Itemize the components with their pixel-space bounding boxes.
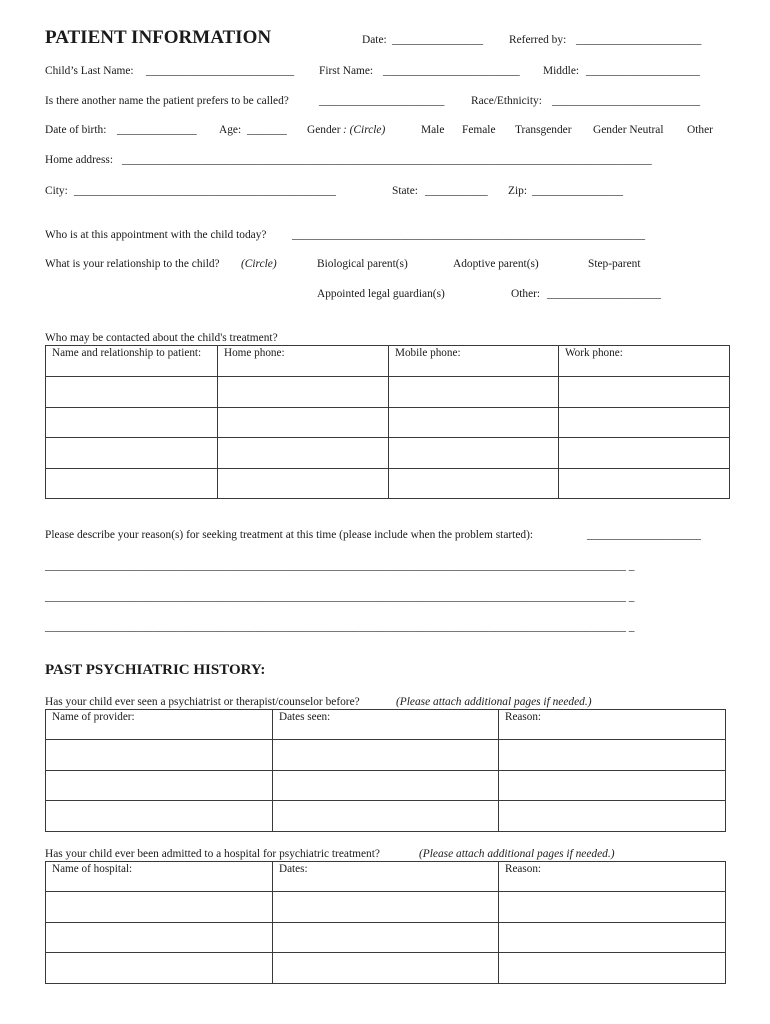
provider-reason-cell[interactable] (499, 801, 726, 832)
state-field[interactable]: ___________ (425, 185, 488, 197)
city-label: City: (45, 185, 68, 197)
hospital-name-cell[interactable] (46, 953, 273, 984)
relationship-option-biological[interactable]: Biological parent(s) (317, 258, 408, 270)
reason-question: Please describe your reason(s) for seeking treatment at this time (please include when the problem started): (45, 529, 534, 541)
relationship-option-step[interactable]: Step-parent (588, 258, 641, 270)
hospital-header-reason: Reason: (499, 862, 726, 892)
contacts-header-name: Name and relationship to patient: (46, 346, 218, 377)
table-row (46, 740, 726, 771)
zip-label: Zip: (508, 185, 527, 197)
providers-note: (Please attach additional pages if needed.) (396, 696, 592, 708)
table-row (46, 377, 730, 408)
contact-name-cell[interactable] (46, 438, 218, 469)
hospital-name-cell[interactable] (46, 892, 273, 923)
hospital-header-dates: Dates: (273, 862, 499, 892)
contact-mobile-cell[interactable] (389, 408, 559, 438)
past-history-heading: PAST PSYCHIATRIC HISTORY: (45, 662, 266, 678)
provider-dates-cell[interactable] (273, 771, 499, 801)
providers-table (45, 709, 726, 832)
contact-mobile-cell[interactable] (389, 469, 559, 499)
relationship-option-guardian[interactable]: Appointed legal guardian(s) (317, 288, 445, 300)
reason-line[interactable]: ______________________________________________________________________________________________________ _ (45, 591, 635, 603)
gender-circle-note: : (Circle) (343, 124, 386, 136)
contact-name-cell[interactable] (46, 469, 218, 499)
age-field[interactable]: _______ (247, 124, 287, 136)
provider-dates-cell[interactable] (273, 740, 499, 771)
provider-dates-cell[interactable] (273, 801, 499, 832)
contact-mobile-cell[interactable] (389, 438, 559, 469)
gender-option-male[interactable]: Male (421, 124, 445, 136)
appointment-field[interactable]: ______________________________________________________________ (292, 229, 646, 241)
relationship-circle-note: (Circle) (241, 258, 277, 270)
home-address-field[interactable]: _____________________________________________________________________________________________ (122, 154, 652, 166)
table-row (46, 771, 726, 801)
gender-label: Gender (307, 124, 341, 136)
zip-field[interactable]: ________________ (532, 185, 624, 197)
middle-name-label: Middle: (543, 65, 580, 77)
gender-option-transgender[interactable]: Transgender (515, 124, 572, 136)
hospital-reason-cell[interactable] (499, 923, 726, 953)
contact-work-cell[interactable] (559, 469, 730, 499)
table-row (46, 438, 730, 469)
dob-label: Date of birth: (45, 124, 107, 136)
contact-home-cell[interactable] (218, 438, 389, 469)
providers-header-name: Name of provider: (46, 710, 273, 740)
contact-home-cell[interactable] (218, 408, 389, 438)
hospital-dates-cell[interactable] (273, 953, 499, 984)
contacts-header-home: Home phone: (218, 346, 389, 377)
gender-option-female[interactable]: Female (462, 124, 496, 136)
date-field[interactable]: ________________ (392, 34, 484, 46)
contacts-header-work: Work phone: (559, 346, 730, 377)
contacts-table (45, 345, 730, 499)
contact-mobile-cell[interactable] (389, 377, 559, 408)
contacts-header-mobile: Mobile phone: (389, 346, 559, 377)
hospital-reason-cell[interactable] (499, 892, 726, 923)
table-row (46, 469, 730, 499)
last-name-field[interactable]: __________________________ (146, 65, 295, 77)
providers-header-dates: Dates seen: (273, 710, 499, 740)
hospital-reason-cell[interactable] (499, 953, 726, 984)
provider-reason-cell[interactable] (499, 740, 726, 771)
contacts-heading: Who may be contacted about the child's treatment? (45, 332, 278, 344)
reason-line[interactable]: ______________________________________________________________________________________________________ _ (45, 560, 635, 572)
appointment-question: Who is at this appointment with the child today? (45, 229, 267, 241)
providers-header-reason: Reason: (499, 710, 726, 740)
contact-home-cell[interactable] (218, 377, 389, 408)
providers-question: Has your child ever seen a psychiatrist or therapist/counselor before? (45, 696, 360, 708)
hospital-header-name: Name of hospital: (46, 862, 273, 892)
hospital-name-cell[interactable] (46, 923, 273, 953)
relationship-other-field[interactable]: ____________________ (547, 288, 661, 300)
referred-by-field[interactable]: ______________________ (576, 34, 702, 46)
middle-name-field[interactable]: ____________________ (586, 65, 700, 77)
relationship-question: What is your relationship to the child? (45, 258, 220, 270)
first-name-label: First Name: (319, 65, 374, 77)
hospital-question: Has your child ever been admitted to a hospital for psychiatric treatment? (45, 848, 380, 860)
provider-name-cell[interactable] (46, 801, 273, 832)
page-title: PATIENT INFORMATION (45, 27, 272, 48)
hospital-table (45, 861, 726, 984)
table-row (46, 892, 726, 923)
contact-name-cell[interactable] (46, 377, 218, 408)
contact-home-cell[interactable] (218, 469, 389, 499)
contact-work-cell[interactable] (559, 377, 730, 408)
date-label: Date: (362, 34, 387, 46)
contact-work-cell[interactable] (559, 408, 730, 438)
age-label: Age: (219, 124, 242, 136)
last-name-label: Child’s Last Name: (45, 65, 134, 77)
provider-name-cell[interactable] (46, 771, 273, 801)
city-field[interactable]: ______________________________________________ (74, 185, 336, 197)
table-row (46, 801, 726, 832)
gender-option-neutral[interactable]: Gender Neutral (593, 124, 664, 136)
contact-work-cell[interactable] (559, 438, 730, 469)
state-label: State: (392, 185, 418, 197)
first-name-field[interactable]: ________________________ (383, 65, 520, 77)
preferred-name-field[interactable]: ______________________ (319, 95, 445, 107)
dob-field[interactable]: ______________ (117, 124, 197, 136)
table-row (46, 923, 726, 953)
reason-field[interactable]: ____________________ (587, 529, 701, 541)
referred-by-label: Referred by: (509, 34, 567, 46)
hospital-dates-cell[interactable] (273, 923, 499, 953)
table-row (46, 408, 730, 438)
table-row (46, 953, 726, 984)
relationship-option-other[interactable]: Other: (511, 288, 541, 300)
preferred-name-question: Is there another name the patient prefers to be called? (45, 95, 289, 107)
race-label: Race/Ethnicity: (471, 95, 542, 107)
home-address-label: Home address: (45, 154, 114, 166)
hospital-note: (Please attach additional pages if needed.) (419, 848, 615, 860)
reason-line[interactable]: ______________________________________________________________________________________________________ _ (45, 621, 635, 633)
contact-name-cell[interactable] (46, 408, 218, 438)
provider-reason-cell[interactable] (499, 771, 726, 801)
hospital-dates-cell[interactable] (273, 892, 499, 923)
race-field[interactable]: __________________________ (552, 95, 701, 107)
provider-name-cell[interactable] (46, 740, 273, 771)
gender-option-other[interactable]: Other (687, 124, 713, 136)
relationship-option-adoptive[interactable]: Adoptive parent(s) (453, 258, 539, 270)
